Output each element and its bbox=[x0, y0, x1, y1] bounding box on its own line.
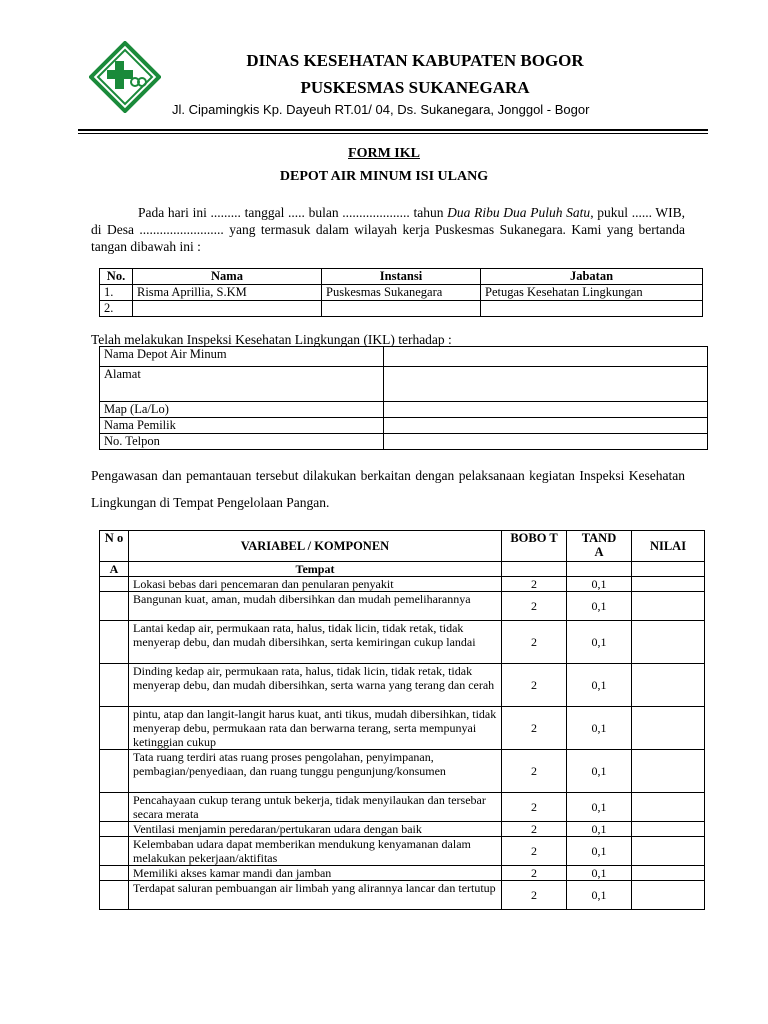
section-code: A bbox=[100, 562, 129, 577]
intro-text-1: Pada hari ini ......... tanggal ..... bulan .................... tahun bbox=[138, 205, 448, 220]
inspection-intro: Telah melakukan Inspeksi Kesehatan Lingkungan (IKL) terhadap : bbox=[91, 332, 452, 347]
checklist-col-score: NILAI bbox=[632, 531, 705, 562]
officers-header-row bbox=[100, 269, 703, 285]
item-weight: 2 bbox=[502, 793, 567, 822]
item-mark: 0,1 bbox=[567, 750, 632, 793]
item-no bbox=[100, 664, 129, 707]
table-row bbox=[100, 664, 705, 707]
item-no bbox=[100, 621, 129, 664]
depot-field-label: Nama Depot Air Minum bbox=[100, 347, 384, 367]
item-weight: 2 bbox=[502, 664, 567, 707]
item-score[interactable] bbox=[632, 837, 705, 866]
officer-agency bbox=[322, 301, 481, 317]
intro-year-text: Dua Ribu Dua Puluh Satu bbox=[447, 205, 591, 220]
item-text: Terdapat saluran pembuangan air limbah yang alirannya lancar dan tertutup bbox=[129, 881, 502, 910]
table-row bbox=[100, 301, 703, 317]
item-mark: 0,1 bbox=[567, 881, 632, 910]
header-rule-thick bbox=[78, 129, 708, 131]
item-weight: 2 bbox=[502, 881, 567, 910]
table-row bbox=[100, 793, 705, 822]
puskesmas-logo-icon bbox=[89, 41, 161, 113]
officer-agency: Puskesmas Sukanegara bbox=[322, 285, 481, 301]
table-row bbox=[100, 434, 708, 450]
item-mark: 0,1 bbox=[567, 707, 632, 750]
depot-field-value[interactable] bbox=[384, 402, 708, 418]
clinic-title: PUSKESMAS SUKANEGARA bbox=[300, 78, 530, 97]
intro-paragraph bbox=[91, 204, 685, 255]
item-no bbox=[100, 793, 129, 822]
agency-title: DINAS KESEHATAN KABUPATEN BOGOR bbox=[246, 51, 584, 70]
table-row bbox=[100, 577, 705, 592]
form-subtitle: DEPOT AIR MINUM ISI ULANG bbox=[279, 169, 489, 184]
item-mark: 0,1 bbox=[567, 866, 632, 881]
officers-col-name: Nama bbox=[133, 269, 322, 285]
item-mark: 0,1 bbox=[567, 664, 632, 707]
supervision-paragraph: Pengawasan dan pemantauan tersebut dilakukan berkaitan dengan pelaksanaan kegiatan Inspeksi Kesehatan Lingkungan di Tempat Pengelolaan Pangan. bbox=[91, 468, 685, 510]
item-score[interactable] bbox=[632, 750, 705, 793]
item-score[interactable] bbox=[632, 664, 705, 707]
item-score[interactable] bbox=[632, 822, 705, 837]
table-row bbox=[100, 866, 705, 881]
item-score[interactable] bbox=[632, 577, 705, 592]
checklist-header-row bbox=[100, 531, 705, 562]
item-weight: 2 bbox=[502, 707, 567, 750]
officers-col-agency: Instansi bbox=[322, 269, 481, 285]
depot-field-value[interactable] bbox=[384, 347, 708, 367]
table-row bbox=[100, 347, 708, 367]
officer-no: 1. bbox=[100, 285, 133, 301]
depot-field-label: Alamat bbox=[100, 367, 384, 402]
table-row bbox=[100, 621, 705, 664]
item-text: Bangunan kuat, aman, mudah dibersihkan dan mudah pemeliharannya bbox=[129, 592, 502, 621]
item-text: Lantai kedap air, permukaan rata, halus, tidak licin, tidak retak, tidak menyerap debu, dan mudah dibersihkan, serta kemiringan cukup landai bbox=[129, 621, 502, 664]
item-no bbox=[100, 592, 129, 621]
item-score[interactable] bbox=[632, 592, 705, 621]
item-mark: 0,1 bbox=[567, 822, 632, 837]
table-row bbox=[100, 367, 708, 402]
clinic-address: Jl. Cipamingkis Kp. Dayeuh RT.01/ 04, Ds. Sukanegara, Jonggol - Bogor bbox=[172, 102, 590, 117]
table-row bbox=[100, 707, 705, 750]
checklist-col-mark: TAND A bbox=[567, 531, 632, 562]
depot-field-value[interactable] bbox=[384, 367, 708, 402]
item-text: Lokasi bebas dari pencemaran dan penularan penyakit bbox=[129, 577, 502, 592]
table-row bbox=[100, 418, 708, 434]
item-mark: 0,1 bbox=[567, 837, 632, 866]
item-weight: 2 bbox=[502, 577, 567, 592]
checklist-section-row bbox=[100, 562, 705, 577]
table-row bbox=[100, 822, 705, 837]
form-title: FORM IKL bbox=[348, 146, 420, 161]
item-no bbox=[100, 750, 129, 793]
item-mark: 0,1 bbox=[567, 592, 632, 621]
item-no bbox=[100, 866, 129, 881]
item-weight: 2 bbox=[502, 750, 567, 793]
item-weight: 2 bbox=[502, 822, 567, 837]
officer-position bbox=[481, 301, 703, 317]
item-mark: 0,1 bbox=[567, 577, 632, 592]
item-text: Ventilasi menjamin peredaran/pertukaran udara dengan baik bbox=[129, 822, 502, 837]
checklist-table bbox=[99, 530, 705, 910]
table-row bbox=[100, 402, 708, 418]
item-text: Kelembaban udara dapat memberikan mendukung kenyamanan dalam melakukan pekerjaan/aktifitas bbox=[129, 837, 502, 866]
item-no bbox=[100, 881, 129, 910]
officers-col-no: No. bbox=[100, 269, 133, 285]
table-row bbox=[100, 881, 705, 910]
checklist-col-weight: BOBO T bbox=[502, 531, 567, 562]
item-weight: 2 bbox=[502, 837, 567, 866]
item-text: pintu, atap dan langit-langit harus kuat, anti tikus, mudah dibersihkan, tidak menyerap debu, permukaan rata dan berwarna terang, serta mempunyai ketinggian cukup bbox=[129, 707, 502, 750]
depot-field-value[interactable] bbox=[384, 418, 708, 434]
depot-field-label: Map (La/Lo) bbox=[100, 402, 384, 418]
item-weight: 2 bbox=[502, 592, 567, 621]
item-score[interactable] bbox=[632, 866, 705, 881]
officers-table bbox=[99, 268, 703, 317]
item-no bbox=[100, 822, 129, 837]
table-row bbox=[100, 592, 705, 621]
item-no bbox=[100, 577, 129, 592]
intro-text-2: , pukul ...... WIB, di Desa ......................... yang termasuk dalam wilayah kerja Puskesmas Sukanegara. Kami yang bertanda tangan dibawah ini : bbox=[91, 205, 686, 254]
item-score[interactable] bbox=[632, 793, 705, 822]
table-row bbox=[100, 750, 705, 793]
item-score[interactable] bbox=[632, 621, 705, 664]
item-mark: 0,1 bbox=[567, 621, 632, 664]
checklist-col-variable: VARIABEL / KOMPONEN bbox=[129, 531, 502, 562]
item-score[interactable] bbox=[632, 881, 705, 910]
item-mark: 0,1 bbox=[567, 793, 632, 822]
officer-position: Petugas Kesehatan Lingkungan bbox=[481, 285, 703, 301]
section-name: Tempat bbox=[129, 562, 502, 577]
item-text: Dinding kedap air, permukaan rata, halus, tidak licin, tidak retak, tidak menyerap debu, dan mudah dibersihkan, serta warna yang terang dan cerah bbox=[129, 664, 502, 707]
item-text: Memiliki akses kamar mandi dan jamban bbox=[129, 866, 502, 881]
checklist-items bbox=[100, 577, 705, 910]
header-rule-thin bbox=[78, 133, 708, 134]
item-weight: 2 bbox=[502, 866, 567, 881]
officers-col-position: Jabatan bbox=[481, 269, 703, 285]
officer-name: Risma Aprillia, S.KM bbox=[133, 285, 322, 301]
depot-field-label: No. Telpon bbox=[100, 434, 384, 450]
depot-field-value[interactable] bbox=[384, 434, 708, 450]
table-row bbox=[100, 837, 705, 866]
table-row bbox=[100, 285, 703, 301]
checklist-col-no: N o bbox=[100, 531, 129, 562]
officer-no: 2. bbox=[100, 301, 133, 317]
depot-field-label: Nama Pemilik bbox=[100, 418, 384, 434]
item-text: Pencahayaan cukup terang untuk bekerja, tidak menyilaukan dan tersebar secara merata bbox=[129, 793, 502, 822]
item-weight: 2 bbox=[502, 621, 567, 664]
item-no bbox=[100, 837, 129, 866]
depot-info-table bbox=[99, 346, 708, 450]
item-score[interactable] bbox=[632, 707, 705, 750]
officer-name bbox=[133, 301, 322, 317]
item-text: Tata ruang terdiri atas ruang proses pengolahan, penyimpanan, pembagian/penyediaan, dan ruang tunggu pengunjung/konsumen bbox=[129, 750, 502, 793]
item-no bbox=[100, 707, 129, 750]
